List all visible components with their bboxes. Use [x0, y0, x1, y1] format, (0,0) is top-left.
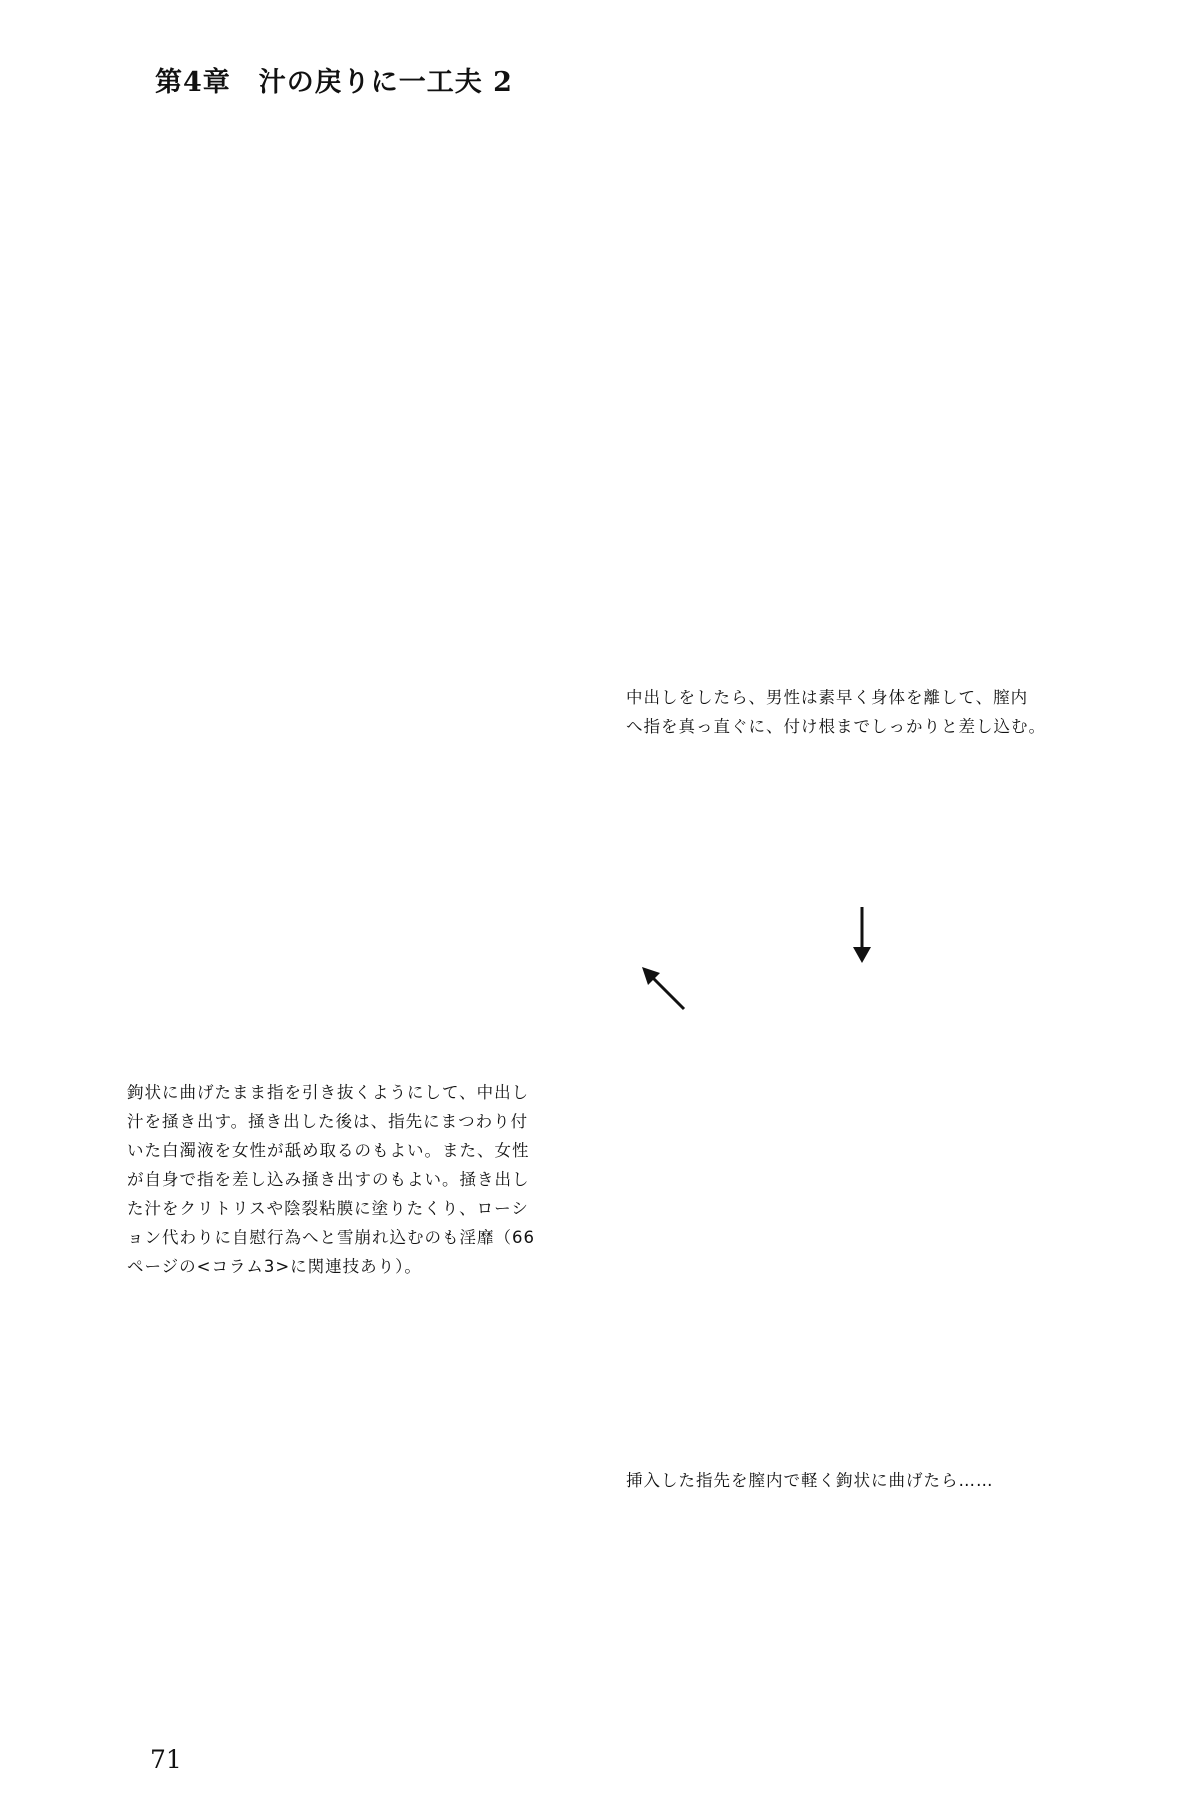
caption-step2 — [626, 1466, 994, 1495]
caption-line: ページの<コラム3>に関連技あり）。 — [127, 1257, 422, 1276]
caption-line: 鉤状に曲げたまま指を引き抜くようにして、中出し — [127, 1083, 530, 1102]
caption-step1 — [626, 683, 1046, 741]
chapter-title: 第4章 汁の戻りに一工夫 2 — [155, 67, 513, 98]
caption-line: いた白濁液を女性が舐め取るのもよい。また、女性 — [127, 1141, 530, 1160]
illustration — [150, 668, 525, 1080]
caption-line: が自身で指を差し込み掻き出すのもよい。掻き出し — [127, 1170, 530, 1189]
caption-line: た汁をクリトリスや陰裂粘膜に塗りたくり、ローシ — [127, 1199, 529, 1218]
caption-line: 汁を掻き出す。掻き出した後は、指先にまつわり付 — [127, 1112, 529, 1131]
illustration — [650, 1045, 1070, 1455]
caption-line: へ指を真っ直ぐに、付け根までしっかりと差し込む。 — [626, 717, 1046, 736]
arrow-down-icon — [850, 905, 874, 965]
caption-line: 挿入した指先を膣内で軽く鉤状に曲げたら…… — [626, 1471, 994, 1490]
page-number: 71 — [150, 1745, 182, 1774]
illustration — [650, 300, 1090, 685]
caption-line: ョン代わりに自慰行為へと雪崩れ込むのも淫靡（66 — [127, 1228, 535, 1247]
caption-step3 — [127, 1078, 535, 1281]
caption-line: 中出しをしたら、男性は素早く身体を離して、膣内 — [626, 688, 1029, 707]
arrow-up-left-icon — [640, 965, 690, 1015]
